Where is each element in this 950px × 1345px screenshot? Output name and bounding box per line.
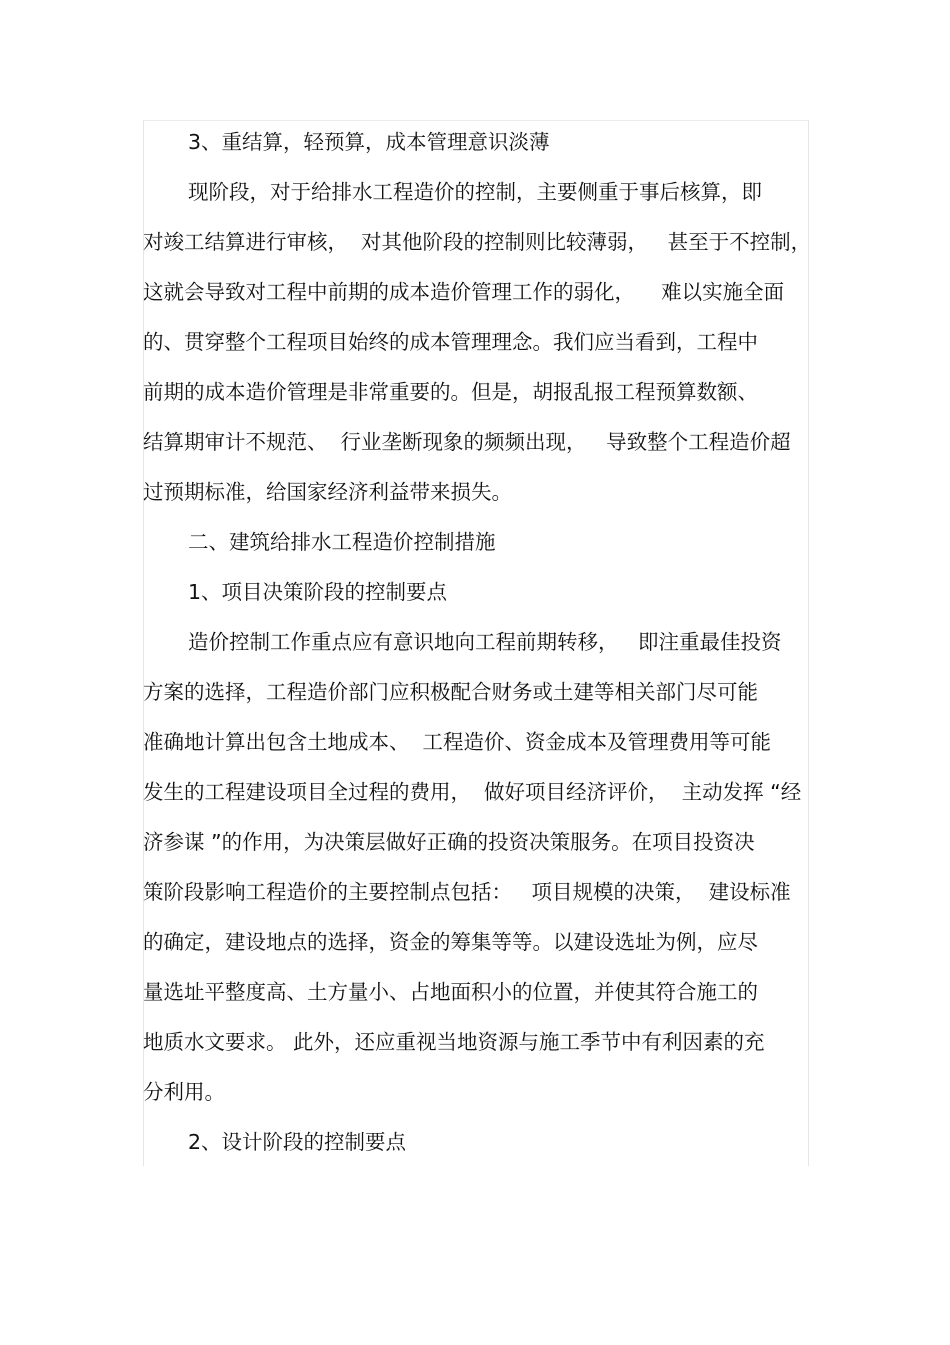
paragraph-line: 结算期审计不规范、 行业垄断现象的频频出现， 导致整个工程造价超 [143, 430, 791, 454]
paragraph-line: 的确定，建设地点的选择，资金的筹集等等。以建设选址为例，应尽 [143, 930, 758, 954]
section-heading-2: 二、建筑给排水工程造价控制措施 [188, 530, 496, 554]
paragraph-line: 造价控制工作重点应有意识地向工程前期转移， 即注重最佳投资 [188, 630, 782, 654]
paragraph-line: 的、贯穿整个工程项目始终的成本管理理念。我们应当看到，工程中 [143, 330, 758, 354]
paragraph-line: 这就会导致对工程中前期的成本造价管理工作的弱化， 难以实施全面 [143, 280, 785, 304]
paragraph-line: 对竣工结算进行审核， 对其他阶段的控制则比较薄弱， 甚至于不控制， [143, 230, 812, 254]
paragraph-line: 过预期标准，给国家经济利益带来损失。 [143, 480, 512, 504]
subsection-heading-1: 1、项目决策阶段的控制要点 [188, 580, 448, 604]
paragraph-line: 方案的选择，工程造价部门应积极配合财务或土建等相关部门尽可能 [143, 680, 758, 704]
paragraph-line: 济参谋 ”的作用，为决策层做好正确的投资决策服务。在项目投资决 [143, 830, 755, 854]
paragraph-line: 分利用。 [143, 1080, 225, 1104]
paragraph-line: 现阶段，对于给排水工程造价的控制，主要侧重于事后核算，即 [188, 180, 762, 204]
paragraph-line: 策阶段影响工程造价的主要控制点包括： 项目规模的决策， 建设标准 [143, 880, 791, 904]
paragraph-line: 地质水文要求。 此外，还应重视当地资源与施工季节中有利因素的充 [143, 1030, 765, 1054]
section-heading-3: 3、重结算，轻预算，成本管理意识淡薄 [188, 130, 550, 154]
paragraph-line: 发生的工程建设项目全过程的费用， 做好项目经济评价， 主动发挥 “经 [143, 780, 802, 804]
subsection-heading-2: 2、设计阶段的控制要点 [188, 1130, 407, 1154]
paragraph-line: 准确地计算出包含土地成本、 工程造价、资金成本及管理费用等可能 [143, 730, 772, 754]
paragraph-line: 前期的成本造价管理是非常重要的。但是，胡报乱报工程预算数额、 [143, 380, 758, 404]
paragraph-line: 量选址平整度高、土方量小、占地面积小的位置，并使其符合施工的 [143, 980, 758, 1004]
